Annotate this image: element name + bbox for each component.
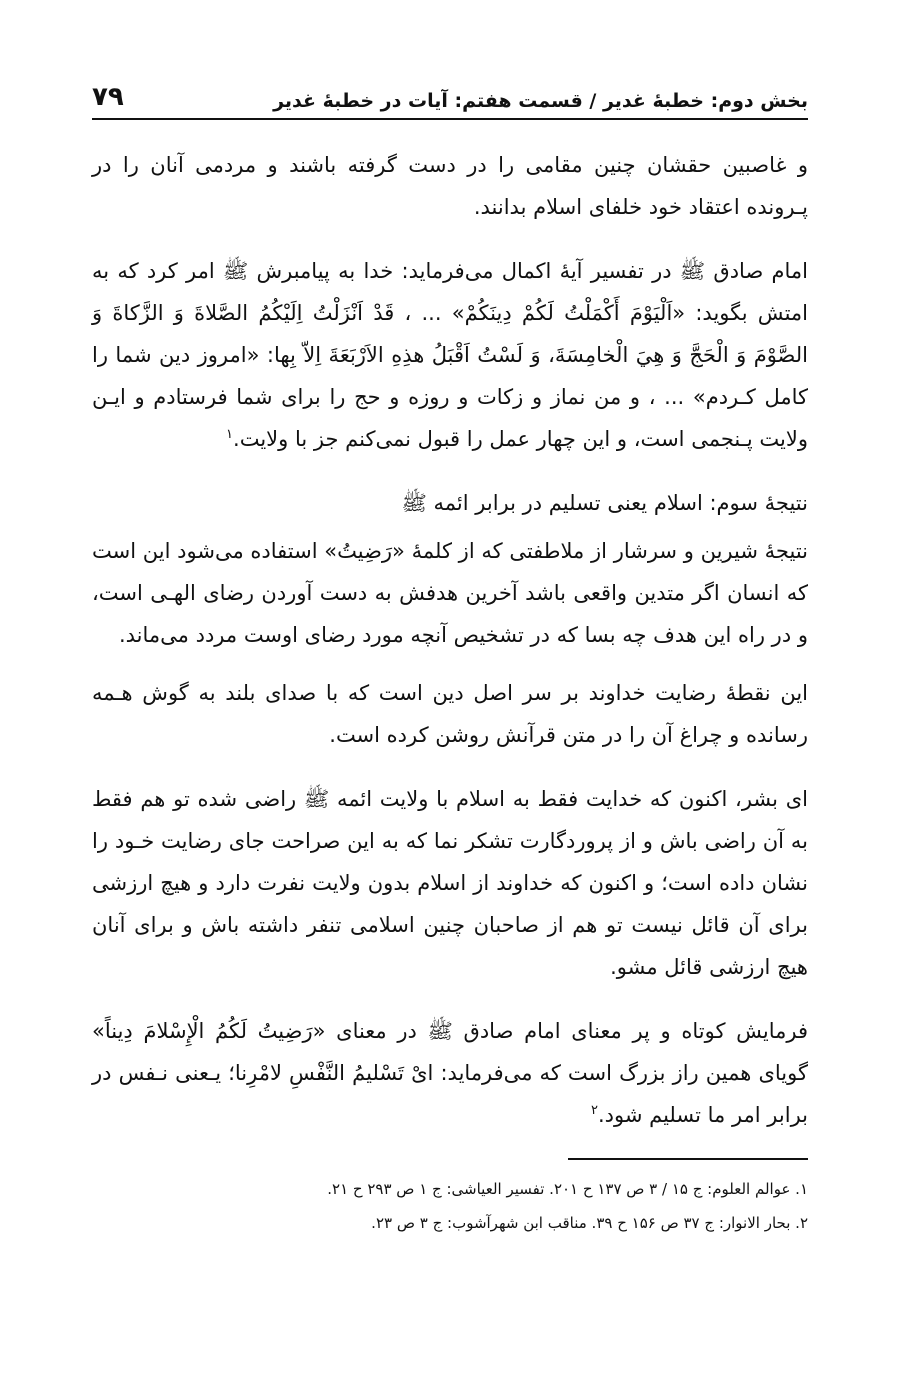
paragraph-2-text: امام صادق ﷺ در تفسیر آیهٔ اکمال می‌فرماید: خدا به پیامبرش ﷺ امر کرد که به امتش بگوید: «اَلْيَوْمَ أَكْمَلْتُ لَكُمْ دِينَكُمْ» ... ، قَدْ اَنْزَلْتُ اِلَيْكُمُ الصَّلاةَ وَ الزَّكاةَ وَ الصَّوْمَ وَ الْحَجَّ وَ هِيَ الْخامِسَةَ، وَ لَسْتُ اَقْبَلُ هذِهِ الاَرْبَعَةَ اِلاّ بِها: «امروز دین شما را کامل کـردم» ... ، و من نماز و زکات و روزه و حج را برای شما فرستادم و ایـن ولایت پـنجمی است، و این چهار عمل را قبول نمی‌کنم جز با ولایت. [92,259,808,451]
footnote-reference-2: ۲ [590,1103,598,1118]
paragraph-4-text: این نقطهٔ رضایت خداوند بر سر اصل دین است که با صدای بلند به گوش هـمه رسانده و چراغ آن را در متن قرآنش روشن کرده است. [92,681,808,747]
running-title: بخش دوم: خطبهٔ غدیر / قسمت هفتم: آیات در خطبهٔ غدیر [273,90,808,112]
section-heading: نتیجهٔ سوم: اسلام یعنی تسلیم در برابر ائمه ﷺ [401,491,808,515]
paragraph-1-text: و غاصبین حقشان چنین مقامی را در دست گرفته باشند و مردمی آنان را در پـرونده اعتقاد خود خلفای اسلام بدانند. [92,153,808,219]
paragraph-3 [92,530,808,656]
footnote-2: ۲. بحار الانوار: ج ۳۷ ص ۱۵۶ ح ۳۹. مناقب ابن شهرآشوب: ج ۳ ص ۲۳. [371,1214,808,1232]
footnote-reference-1: ۱ [226,427,234,442]
paragraph-2 [92,250,808,460]
paragraph-3-text: نتیجهٔ شیرین و سرشار از ملاطفتی که از کلمهٔ «رَضِيتُ» استفاده می‌شود این است که انسان اگر متدین واقعی باشد آخرین هدفش به دست آوردن رضای الهـی است، و در راه این هدف چه بسا که در تشخیص آنچه مورد رضای اوست مردد می‌ماند. [92,539,808,647]
paragraph-1 [92,144,808,228]
paragraph-5-text: ای بشر، اکنون که خدایت فقط به اسلام با ولایت ائمه ﷺ راضی شده تو هم فقط به آن راضی باش و از پروردگارت تشکر نما که به این صراحت جای رضایت خـود را نشان داده است؛ و اکنون که خداوند از اسلام بدون ولایت نفرت دارد و هیچ ارزشی برای آن قائل نیست تو هم از صاحبان چنین اسلامی تنفر داشته باش و برای آنان هیچ ارزشی قائل مشو. [92,787,808,979]
paragraph-5 [92,778,808,988]
page-number: ۷۹ [92,82,124,112]
footnotes [92,1174,808,1238]
paragraph-6-text: فرمایش کوتاه و پر معنای امام صادق ﷺ در معنای «رَضِيتُ لَكُمُ الْإِسْلامَ دِيناً» گویای همین راز بزرگ است که می‌فرماید: اىْ تَسْليمُ النَّفْسِ لامْرِنا؛ یـعنی نـفس در برابر امر ما تسلیم شود. [92,1019,808,1127]
paragraph-6 [92,1010,808,1136]
page-body [92,144,808,1136]
page-header [92,60,808,120]
footnote-1: ۱. عوالم العلوم: ج ۱۵ / ۳ ص ۱۳۷ ح ۲۰۱. تفسیر العیاشی: ج ۱ ص ۲۹۳ ح ۲۱. [327,1180,808,1198]
footnote-divider [568,1158,808,1160]
paragraph-4 [92,672,808,756]
book-page [92,60,808,1242]
